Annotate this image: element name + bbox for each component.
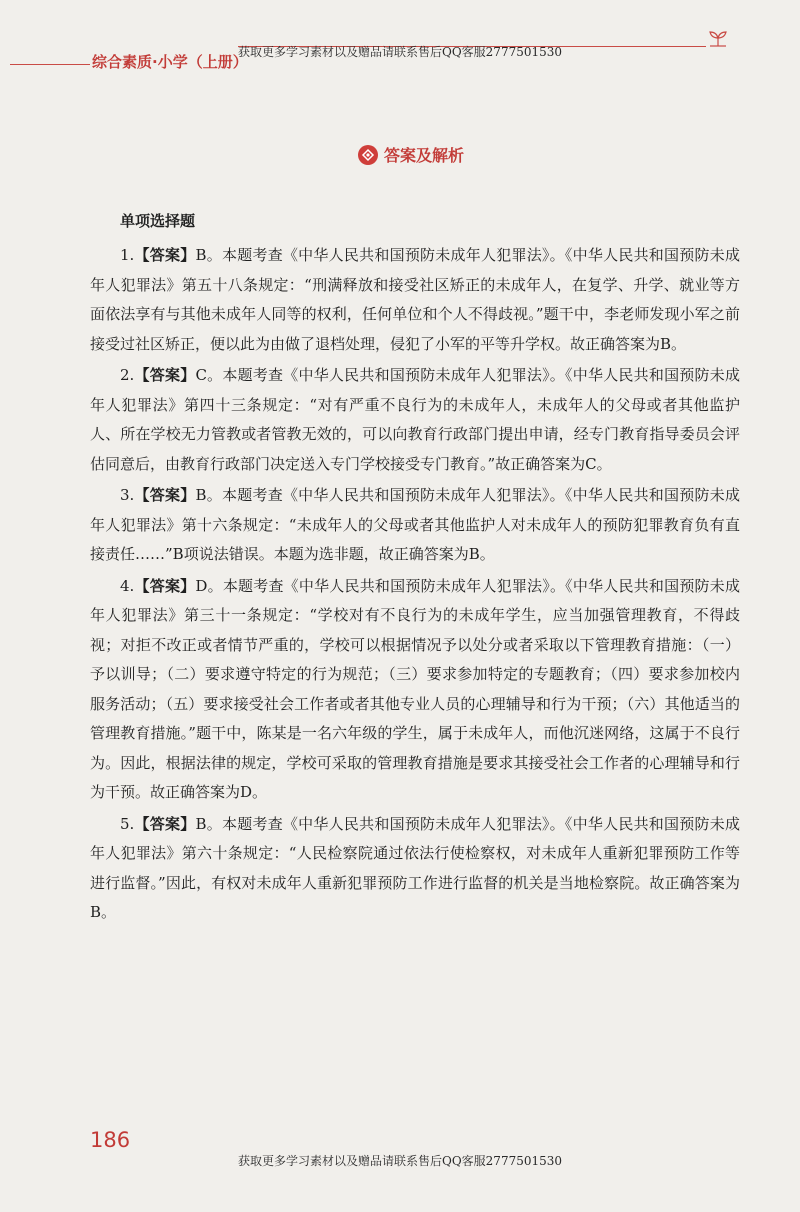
section-heading [358, 143, 464, 166]
answer-tag: 【答案】 [134, 366, 196, 384]
item-text: 。本题考查《中华人民共和国预防未成年人犯罪法》。《中华人民共和国预防未成年人犯罪法》第四十三条规定：“对有严重不良行为的未成年人，未成年人的父母或者其他监护人、所在学校无力管教或者管教无效的，可以向教育行政部门提出申请，经专门教育指导委员会评估同意后，由教育行政部门决定送入专门学校接受专门教育。”故正确答案为C。 [90, 366, 740, 473]
answer-tag: 【答案】 [134, 576, 196, 595]
item-answer: C [195, 366, 207, 384]
answer-item [90, 241, 740, 359]
section-title: 答案及解析 [384, 146, 465, 165]
item-answer: B [195, 486, 207, 504]
item-text: 。本题考查《中华人民共和国预防未成年人犯罪法》。《中华人民共和国预防未成年人犯罪法》第十六条规定：“未成年人的父母或者其他监护人对未成年人的预防犯罪教育负有直接责任……”B项说法错误。本题为选非题，故正确答案为B。 [90, 486, 740, 563]
header-watermark: 获取更多学习素材以及赠品请联系售后QQ客服2777501530 [238, 45, 563, 59]
item-number: 5. [120, 814, 135, 833]
book-title: 综合素质·小学（上册） [92, 53, 248, 71]
item-text: 。本题考查《中华人民共和国预防未成年人犯罪法》。《中华人民共和国预防未成年人犯罪法》第三十一条规定：“学校对有不良行为的未成年学生，应当加强管理教育，不得歧视；对拒不改正或者情节严重的，学校可以根据情况予以处分或者采取以下管理教育措施：（一）予以训导；（二）要求遵守特定的行为规范；（三）要求参加特定的专题教育；（四）要求参加校内服务活动；（五）要求接受社会工作者或者其他专业人员的心理辅导和行为干预；（六）其他适当的管理教育措施。”题干中，陈某是一名六年级的学生，属于未成年人，而他沉迷网络，这属于不良行为。因此，根据法律的规定，学校可采取的管理教育措施是要求其接受社会工作者的心理辅导和行为干预。故正确答案为D。 [90, 576, 740, 801]
answer-item [90, 481, 740, 570]
footer-watermark: 获取更多学习素材以及赠品请联系售后QQ客服2777501530 [238, 1154, 563, 1168]
answer-item [90, 361, 740, 479]
answer-tag: 【答案】 [134, 486, 196, 504]
item-text: 。本题考查《中华人民共和国预防未成年人犯罪法》。《中华人民共和国预防未成年人犯罪法》第五十八条规定：“刑满释放和接受社区矫正的未成年人，在复学、升学、就业等方面依法享有与其他未成年人同等的权利，任何单位和个人不得歧视。”题干中，李老师发现小军之前接受过社区矫正，便以此为由做了退档处理，侵犯了小军的平等升学权。故正确答案为B。 [90, 246, 740, 353]
item-text: 。本题考查《中华人民共和国预防未成年人犯罪法》。《中华人民共和国预防未成年人犯罪法》第六十条规定：“人民检察院通过依法行使检察权，对未成年人重新犯罪预防工作等进行监督。”因此，有权对未成年人重新犯罪预防工作进行监督的机关是当地检察院。故正确答案为B。 [90, 814, 740, 921]
item-number: 1. [120, 246, 135, 264]
item-answer: B [195, 246, 207, 264]
answer-tag: 【答案】 [134, 246, 196, 264]
page-number: 186 [90, 1128, 131, 1152]
subheading: 单项选择题 [120, 212, 196, 230]
item-number: 4. [120, 576, 135, 595]
header-rule-left [10, 64, 90, 65]
answer-item [90, 810, 740, 928]
sprout-icon [706, 30, 730, 52]
item-number: 3. [120, 486, 135, 504]
answer-badge-icon [358, 145, 378, 165]
answer-content [90, 207, 740, 930]
item-answer: D [195, 576, 208, 595]
answer-item [90, 572, 740, 808]
item-answer: B [195, 814, 207, 833]
answer-tag: 【答案】 [134, 814, 196, 833]
item-number: 2. [120, 366, 135, 384]
